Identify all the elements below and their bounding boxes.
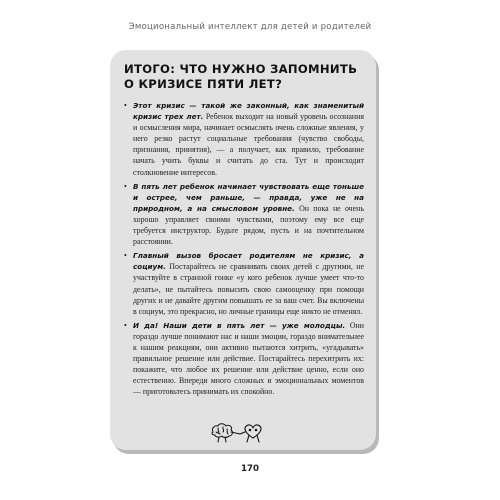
key-point-highlight: В пять лет ребенок начинает чувствовать еще тоньше и острее, чем раньше, — правда, уже не на природном, а на смысловом уровне.	[133, 181, 364, 213]
key-point-item	[124, 100, 364, 178]
key-point-text: Они гораздо лучше понимают нас и наши эмоции, гораздо внимательнее к нашим реакциям, они активно пытаются хитрить, «угадывать» правильное решение или действие. Постарайтесь перехитрить их: покажите, что любое их решение или действие ценно, если оно естественно. Впереди много сложных и эмоциональных моментов — приготовьтесь принимать их спокойно.	[133, 320, 364, 397]
key-point-text: Постарайтесь не сравнивать своих детей с другими, не участвуйте в странной гонке «у кого ребенок лучше умеет что-то делать», не пытайтесь повысить свою самооценку при помощи других и не давайте другим повышать ее за ваш счет. Вы включены в социум, это прекрасно, но личные границы еще никто не отменял.	[133, 262, 364, 316]
key-point-item	[124, 320, 364, 398]
key-point-highlight: Этот кризис — такой же законный, как знаменитый кризис трех лет.	[133, 101, 364, 122]
page-number: 170	[241, 464, 259, 474]
card-title: ИТОГО: ЧТО НУЖНО ЗАПОМНИТЬ О КРИЗИСЕ ПЯТИ ЛЕТ?	[124, 62, 358, 91]
key-points-list	[124, 100, 364, 397]
key-point-item	[124, 250, 364, 317]
summary-card	[110, 50, 376, 450]
brain-heart-icon	[207, 422, 277, 444]
key-point-highlight: И да! Наши дети в пять лет — уже молодцы.	[133, 320, 346, 330]
key-point-text: Ребенок выходит на новый уровень осознания и осмысления мира, начинает осмыслять очень сложные явления, у него резко растут социальные требования (чувство свободы, признания, принятия), — а получает, как правило, требование начать учить буквы и считать до ста. Тут и происходит столкновение интересов.	[133, 112, 364, 177]
key-point-highlight: Главный вызов бросает родителям не кризис, а социум.	[133, 251, 364, 272]
key-point-item	[124, 181, 364, 248]
running-head: Эмоциональный интеллект для детей и родителей	[128, 22, 372, 32]
key-point-text: Он пока не очень хорошо управляет своими чувствами, поэтому ему все еще требуется инструктор. Будьте рядом, пусть и на почтительном расстоянии.	[133, 203, 364, 247]
